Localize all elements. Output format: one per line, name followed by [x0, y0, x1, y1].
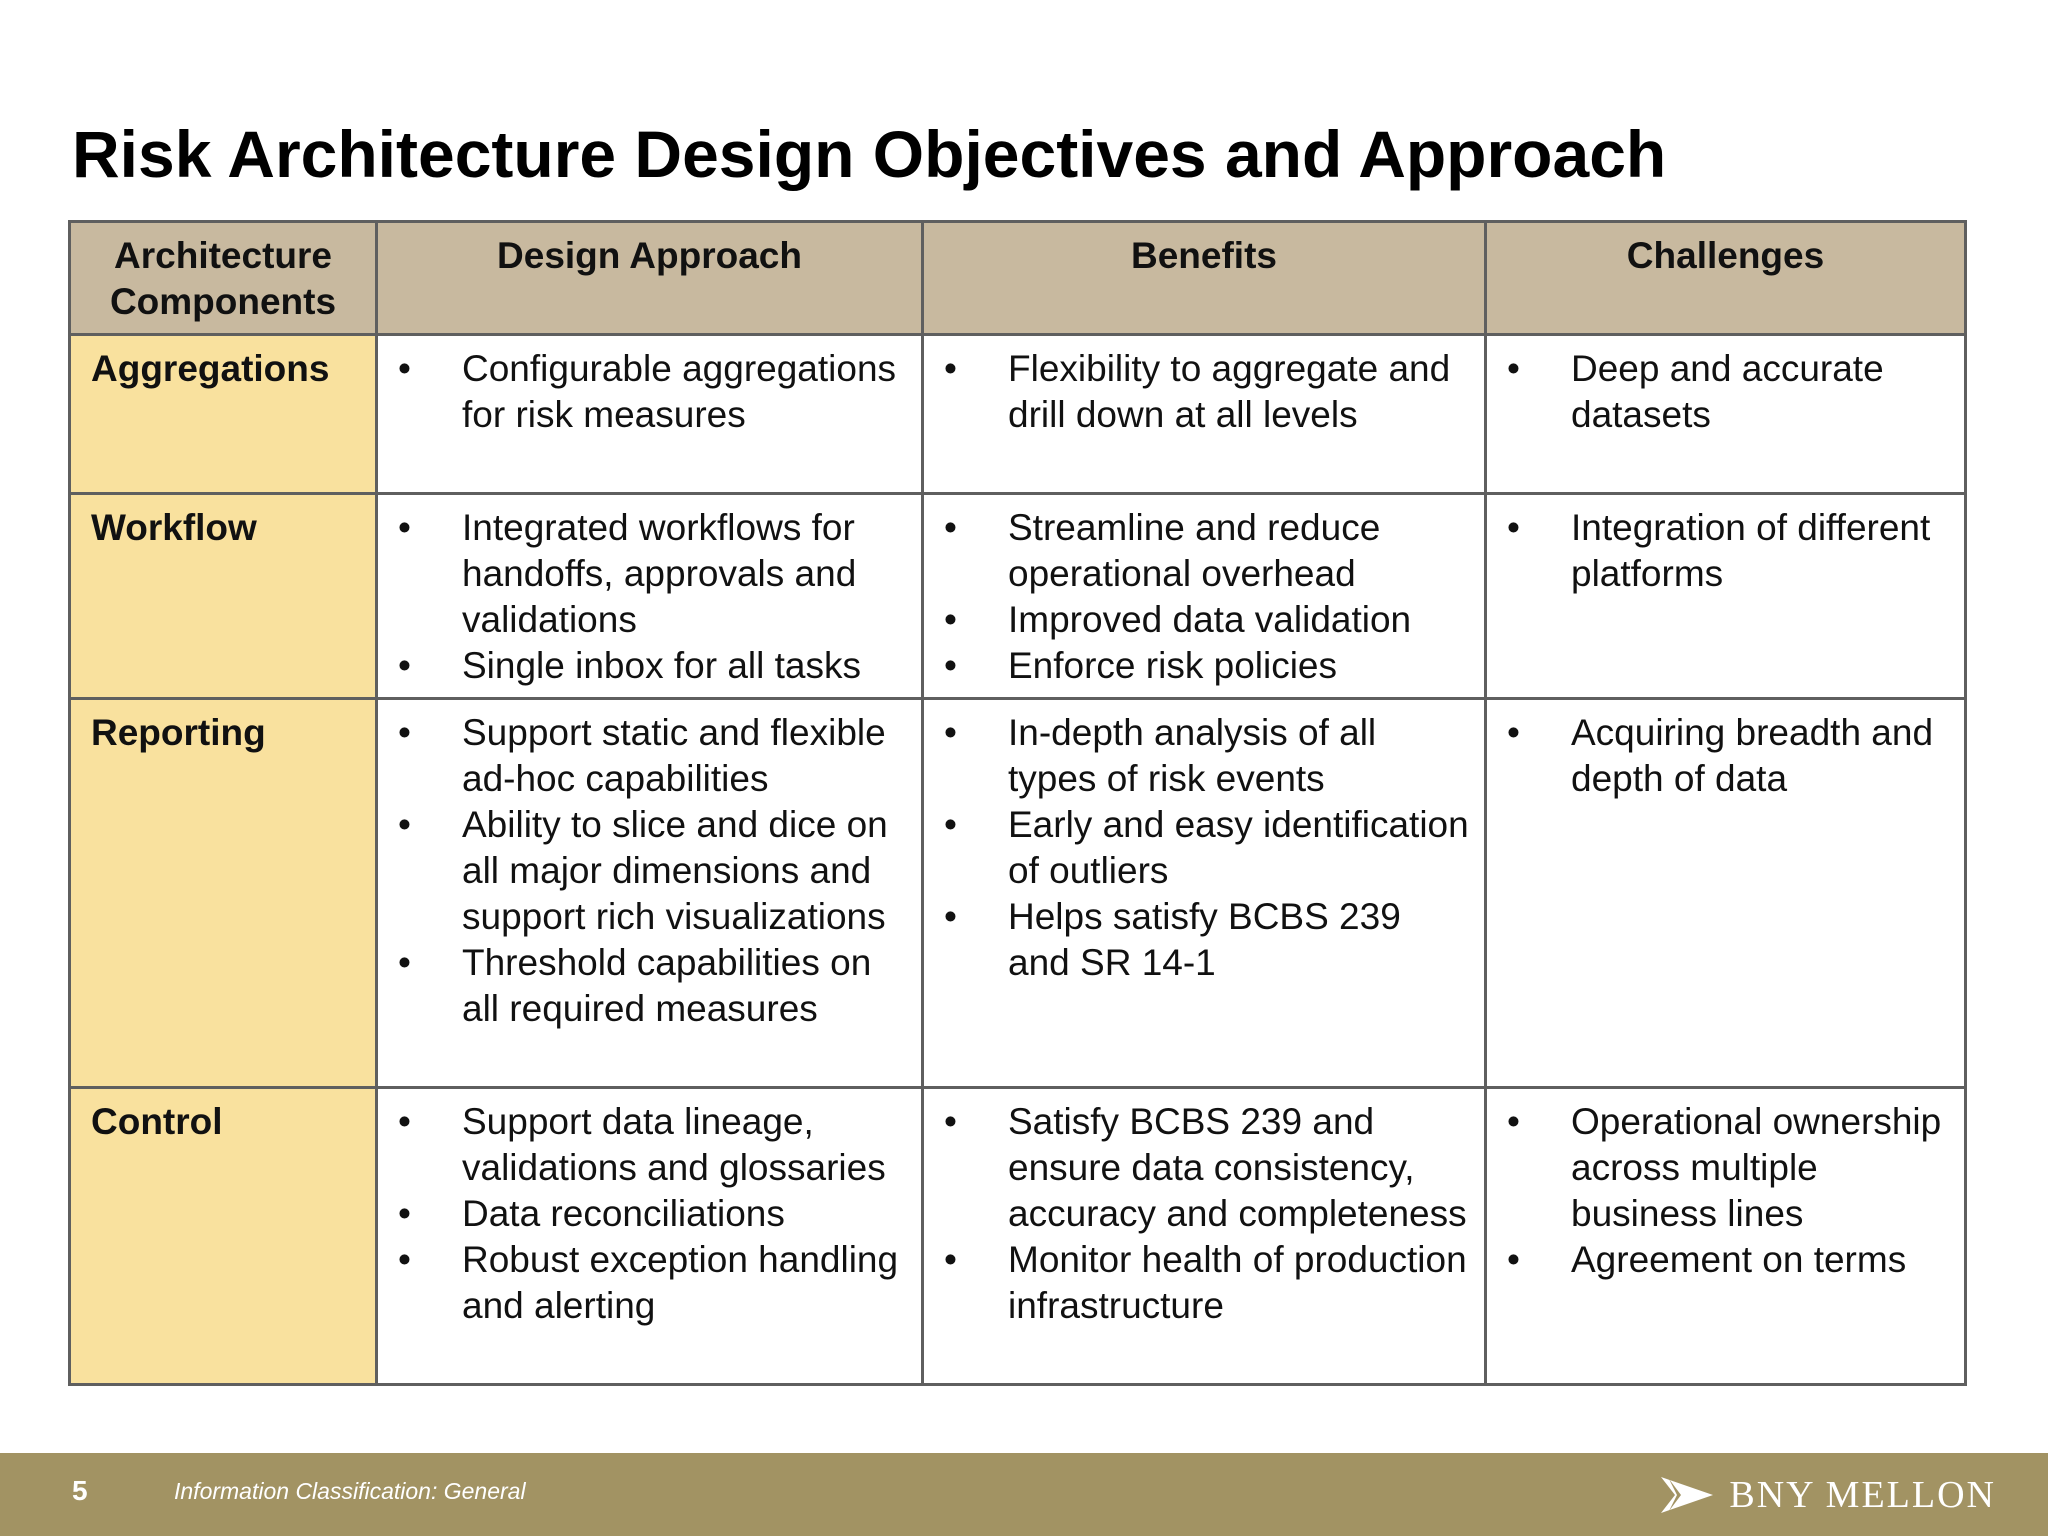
design-approach-cell — [377, 335, 923, 494]
bullet-item: • Support data lineage, validations and glossaries — [394, 1099, 907, 1191]
bullet-list — [940, 710, 1470, 986]
bullet-list — [940, 1099, 1470, 1329]
challenges-cell — [1486, 699, 1966, 1088]
table-row-control — [70, 1088, 1966, 1385]
table-row-reporting — [70, 699, 1966, 1088]
footer-bar — [0, 1453, 2048, 1536]
challenges-cell — [1486, 1088, 1966, 1385]
bullet-list — [1503, 710, 1950, 802]
bullet-list — [1503, 1099, 1950, 1283]
bullet-item: • Helps satisfy BCBS 239 and SR 14-1 — [940, 894, 1470, 986]
page-number: 5 — [72, 1475, 88, 1506]
header-challenges: Challenges — [1486, 222, 1966, 335]
classification-label: Information Classification: General — [174, 1478, 526, 1504]
bullet-list — [394, 505, 907, 689]
component-cell: Aggregations — [70, 335, 377, 494]
bullet-item: • Enforce risk policies — [940, 643, 1470, 689]
bullet-list — [1503, 346, 1950, 438]
bullet-item: • Early and easy identification of outliers — [940, 802, 1470, 894]
benefits-cell — [923, 1088, 1486, 1385]
bny-mellon-arrow-icon — [1659, 1473, 1715, 1517]
bullet-item: • Operational ownership across multiple business lines — [1503, 1099, 1950, 1237]
design-approach-cell — [377, 494, 923, 699]
bullet-item: • Support static and flexible ad-hoc capabilities — [394, 710, 907, 802]
component-cell: Reporting — [70, 699, 377, 1088]
risk-architecture-table — [68, 220, 1967, 1386]
benefits-cell — [923, 699, 1486, 1088]
bullet-item: • Agreement on terms — [1503, 1237, 1950, 1283]
table-header-row — [70, 222, 1966, 335]
bullet-list — [940, 505, 1470, 689]
challenges-cell — [1486, 494, 1966, 699]
bullet-item: • Monitor health of production infrastructure — [940, 1237, 1470, 1329]
header-design-approach: Design Approach — [377, 222, 923, 335]
bullet-item: • Configurable aggregations for risk measures — [394, 346, 907, 438]
challenges-cell — [1486, 335, 1966, 494]
component-cell: Control — [70, 1088, 377, 1385]
table-row-aggregations — [70, 335, 1966, 494]
bullet-item: • Ability to slice and dice on all major dimensions and support rich visualizations — [394, 802, 907, 940]
bullet-item: • Robust exception handling and alerting — [394, 1237, 907, 1329]
bullet-item: • Single inbox for all tasks — [394, 643, 907, 689]
bullet-item: • Satisfy BCBS 239 and ensure data consistency, accuracy and completeness — [940, 1099, 1470, 1237]
bullet-list — [1503, 505, 1950, 597]
bullet-item: • Integrated workflows for handoffs, approvals and validations — [394, 505, 907, 643]
bullet-item: • Flexibility to aggregate and drill down at all levels — [940, 346, 1470, 438]
table-row-workflow — [70, 494, 1966, 699]
slide-title: Risk Architecture Design Objectives and Approach — [72, 117, 1667, 191]
component-cell: Workflow — [70, 494, 377, 699]
benefits-cell — [923, 494, 1486, 699]
bny-mellon-logo — [1659, 1465, 1996, 1525]
logo-text: BNY MELLON — [1729, 1474, 1996, 1516]
benefits-cell — [923, 335, 1486, 494]
header-benefits: Benefits — [923, 222, 1486, 335]
bullet-item: • In-depth analysis of all types of risk events — [940, 710, 1470, 802]
bullet-item: • Threshold capabilities on all required measures — [394, 940, 907, 1032]
bullet-item: • Integration of different platforms — [1503, 505, 1950, 597]
bullet-item: • Acquiring breadth and depth of data — [1503, 710, 1950, 802]
bullet-list — [394, 1099, 907, 1329]
bullet-item: • Deep and accurate datasets — [1503, 346, 1950, 438]
bullet-list — [940, 346, 1470, 438]
bullet-list — [394, 710, 907, 1032]
design-approach-cell — [377, 699, 923, 1088]
design-approach-cell — [377, 1088, 923, 1385]
bullet-item: • Streamline and reduce operational overhead — [940, 505, 1470, 597]
bullet-item: • Data reconciliations — [394, 1191, 907, 1237]
bullet-item: • Improved data validation — [940, 597, 1470, 643]
bullet-list — [394, 346, 907, 438]
header-architecture-components: Architecture Components — [70, 222, 377, 335]
